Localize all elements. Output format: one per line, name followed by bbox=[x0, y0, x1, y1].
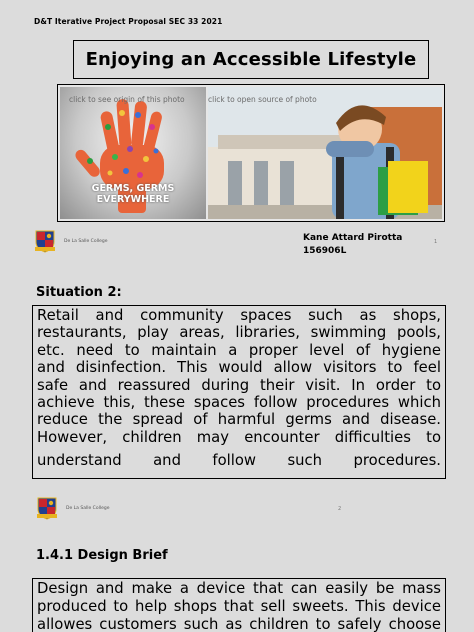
image-frame bbox=[57, 84, 445, 222]
school-name: De La Salle College bbox=[64, 239, 108, 244]
situation-line: safe and reassured during their visit. In order to bbox=[37, 376, 441, 394]
school-name: De La Salle College bbox=[66, 506, 110, 511]
school-crest-icon bbox=[36, 496, 58, 520]
school-row-2 bbox=[36, 496, 446, 524]
germs-overlay-text bbox=[60, 183, 206, 205]
photo-origin-link[interactable]: click to see origin of this photo bbox=[69, 95, 185, 104]
situation-line: etc. need to maintain a proper level of hygiene bbox=[37, 341, 441, 359]
situation-last-line: understand and follow such procedures. bbox=[37, 452, 441, 470]
author-name: Kane Attard Pirotta bbox=[303, 233, 403, 243]
brief-line: produced to help shops that sell sweets. This device bbox=[37, 597, 441, 615]
germs-hand-photo[interactable] bbox=[60, 87, 206, 219]
brief-line: allowes customers such as children to safely choose bbox=[37, 615, 441, 632]
page-header: D&T Iterative Project Proposal SEC 33 2021 bbox=[34, 17, 223, 26]
situation-line: restaurants, play areas, libraries, swimming pools, bbox=[37, 324, 441, 342]
situation-heading: Situation 2: bbox=[36, 285, 122, 300]
author-block bbox=[303, 232, 402, 258]
child-sneezing-photo[interactable] bbox=[208, 87, 442, 219]
school-crest-icon bbox=[34, 229, 56, 253]
germs-overlay-line: GERMS, GERMS bbox=[91, 183, 175, 194]
title-box bbox=[73, 40, 429, 79]
child-sneezing-illustration bbox=[208, 87, 442, 219]
page-number: 1 bbox=[434, 239, 438, 245]
page-title: Enjoying an Accessible Lifestyle bbox=[85, 49, 417, 70]
germs-overlay-line: EVERYWHERE bbox=[96, 194, 170, 205]
situation-box bbox=[32, 305, 446, 479]
photo-source-link[interactable]: click to open source of photo bbox=[208, 95, 317, 104]
design-brief-box bbox=[32, 578, 446, 632]
situation-line: achieve this, these spaces follow procedures which bbox=[37, 394, 441, 412]
situation-line: However, children may encounter difficulties to bbox=[37, 428, 441, 446]
design-brief-heading: 1.4.1 Design Brief bbox=[36, 548, 168, 563]
brief-line: Design and make a device that can easily be mass bbox=[37, 580, 441, 597]
situation-line: and disinfection. This would allow visitors to feel bbox=[37, 359, 441, 377]
author-id: 156906L bbox=[303, 246, 347, 256]
situation-line: reduce the spread of harmful germs and disease. bbox=[37, 411, 441, 429]
page-number: 2 bbox=[338, 506, 342, 512]
situation-line: Retail and community spaces such as shops, bbox=[37, 307, 441, 324]
